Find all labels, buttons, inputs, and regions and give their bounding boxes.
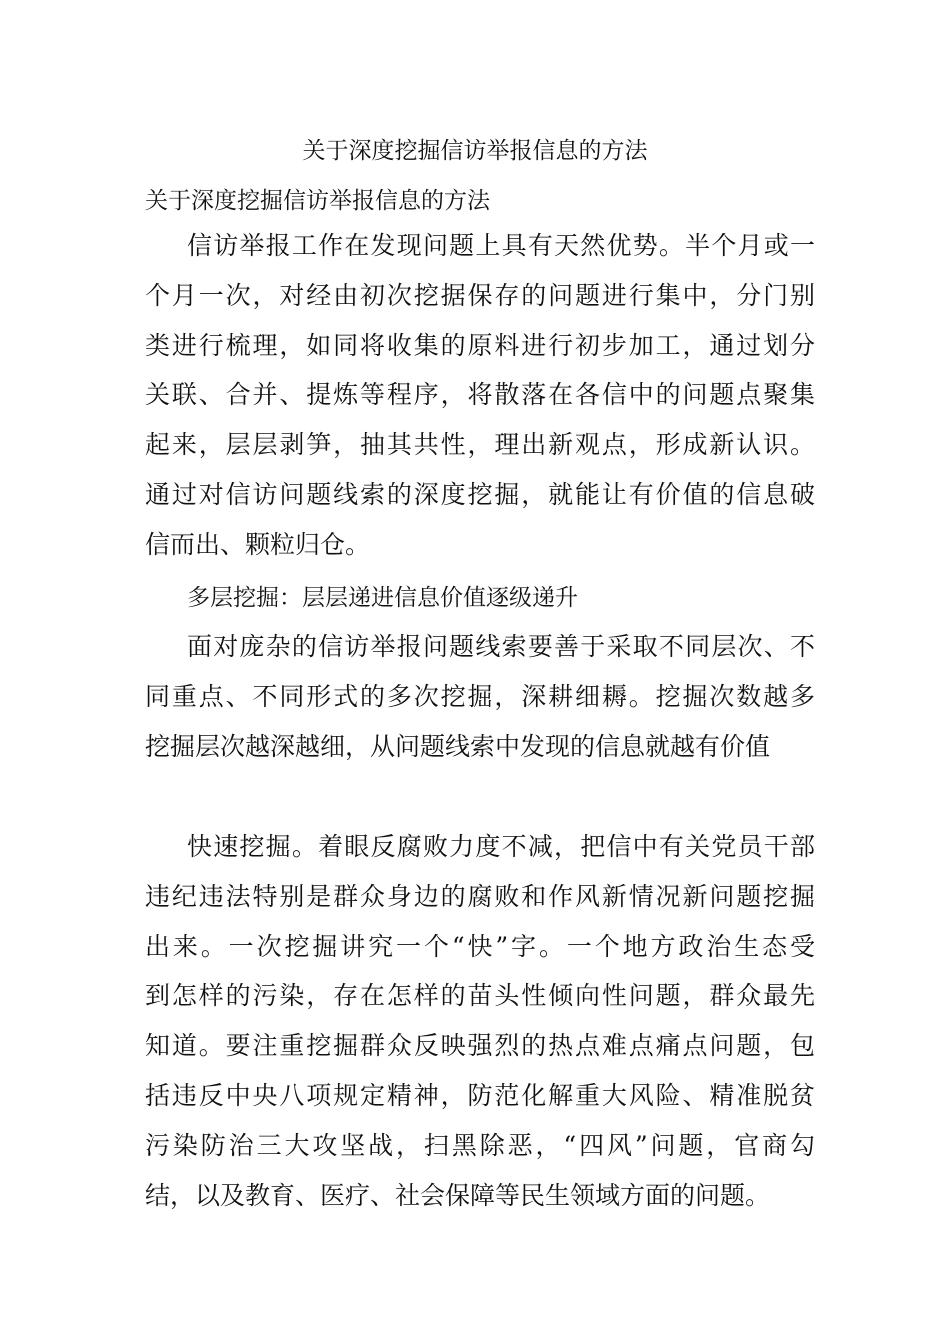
paragraph-line: 信而出、颗粒归仓。 — [145, 529, 371, 559]
paragraph-line: 知道。要注重挖掘群众反映强烈的热点难点痛点问题，包 — [145, 1031, 815, 1061]
paragraph-line: 到怎样的污染，存在怎样的苗头性倾向性问题，群众最先 — [145, 981, 815, 1011]
paragraph-line: 快速挖掘。着眼反腐败力度不减，把信中有关党员干部 — [187, 832, 815, 861]
paragraph-line: 挖掘层次越深越细，从问题线索中发现的信息就越有价值 — [145, 731, 771, 761]
paragraph-line: 同重点、不同形式的多次挖掘，深耕细耨。挖掘次数越多 — [145, 681, 815, 711]
paragraph-line: 起来，层层剥笋，抽其共性，理出新观点，形成新认识。 — [145, 430, 815, 460]
paragraph-line: 关联、合并、提炼等程序，将散落在各信中的问题点聚集 — [145, 380, 815, 410]
paragraph-line: 面对庞杂的信访举报问题线索要善于采取不同层次、不 — [187, 632, 815, 661]
document-subtitle: 关于深度挖掘信访举报信息的方法 — [145, 188, 490, 214]
paragraph-2 — [145, 622, 815, 771]
document-title: 关于深度挖掘信访举报信息的方法 — [302, 138, 648, 164]
paragraph-line: 信访举报工作在发现问题上具有天然优势。半个月或一 — [187, 231, 815, 260]
section-heading: 多层挖掘：层层递进信息价值逐级递升 — [187, 585, 578, 611]
paragraph-line: 通过对信访问题线索的深度挖掘，就能让有价值的信息破 — [145, 479, 815, 509]
paragraph-line: 结，以及教育、医疗、社会保障等民生领域方面的问题。 — [145, 1180, 771, 1210]
paragraph-line: 污染防治三大攻坚战，扫黑除恶，“四风”问题，官商勾 — [145, 1130, 815, 1160]
paragraph-line: 出来。一次挖掘讲究一个“快”字。一个地方政治生态受 — [145, 931, 815, 961]
paragraph-1 — [145, 221, 815, 570]
paragraph-line: 个月一次，对经由初次挖据保存的问题进行集中，分门别 — [145, 280, 815, 310]
paragraph-line: 类进行梳理，如同将收集的原料进行初步加工，通过划分 — [145, 330, 815, 360]
paragraph-line: 违纪违法特别是群众身边的腐败和作风新情况新问题挖掘 — [145, 881, 815, 911]
paragraph-3 — [145, 822, 815, 1220]
paragraph-line: 括违反中央八项规定精神，防范化解重大风险、精准脱贫 — [145, 1080, 815, 1110]
